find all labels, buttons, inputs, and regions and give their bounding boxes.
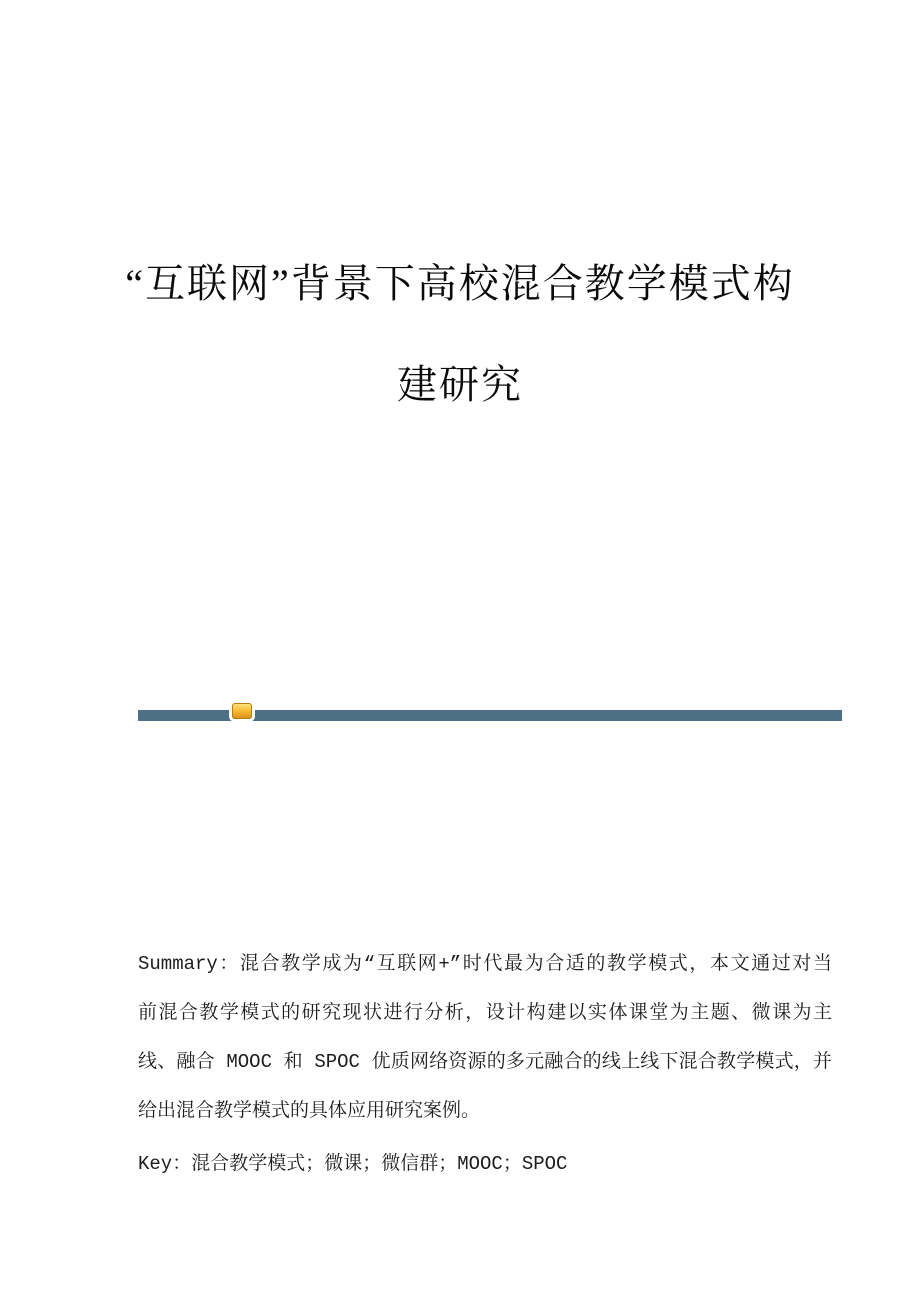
title-line-1: “互联网”背景下高校混合教学模式构 [125,261,795,306]
gold-seal-icon [232,703,252,719]
summary-line: 前混合教学模式的研究现状进行分析，设计构建以实体课堂为主题、微课为主 [138,1002,832,1024]
summary-line: 线、融合 MOOC 和 SPOC 优质网络资源的多元融合的线上线下混合教学模式，并 [138,1051,832,1073]
summary-line: 给出混合教学模式的具体应用研究案例。 [138,1100,481,1122]
divider-bar [138,710,842,721]
document-title [0,233,920,435]
title-line-2: 建研究 [397,362,523,407]
keywords-line: Key：混合教学模式；微课；微信群；MOOC；SPOC [138,1153,568,1175]
summary-line: Summary：混合教学成为“互联网+”时代最为合适的教学模式，本文通过对当 [138,953,832,975]
summary-paragraph [138,940,832,1136]
